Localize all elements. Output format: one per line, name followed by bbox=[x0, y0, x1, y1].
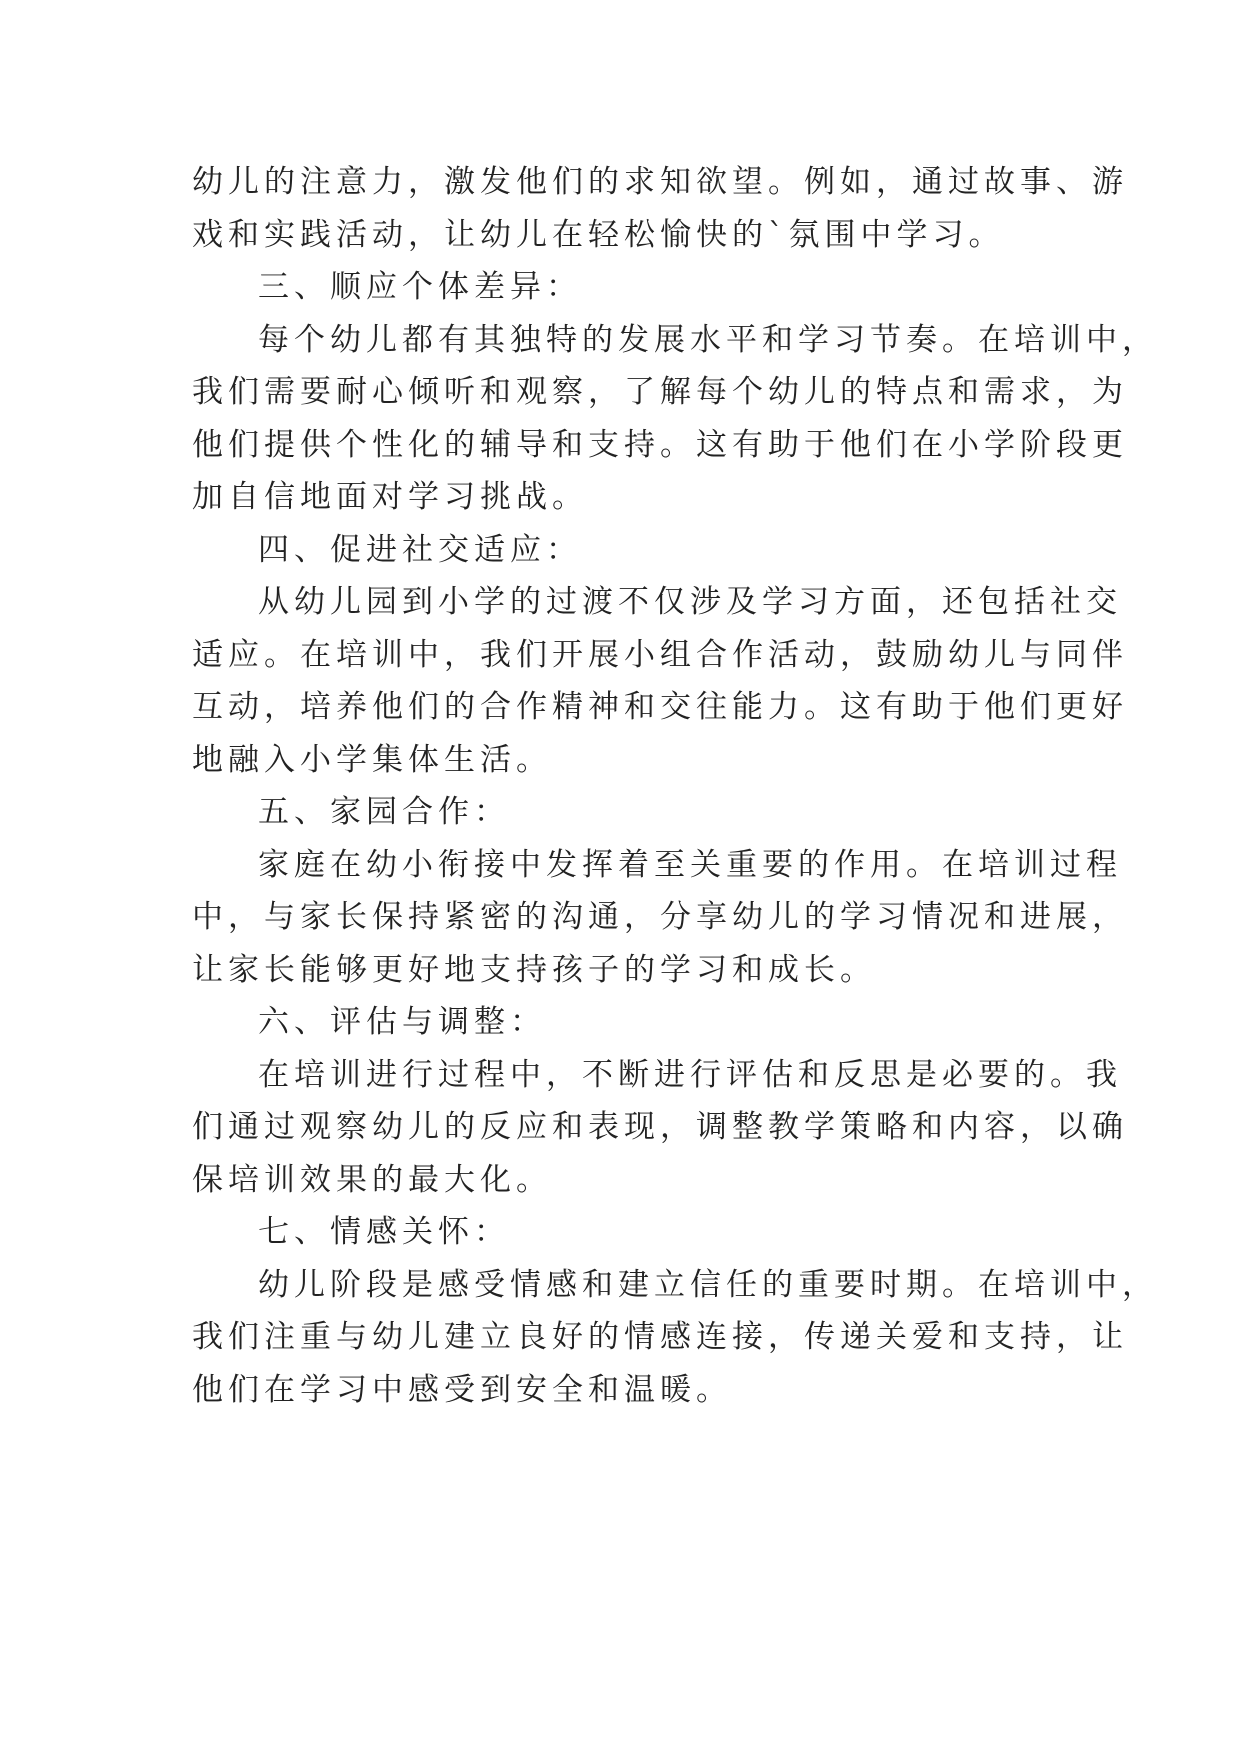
text-line: 我们需要耐心倾听和观察，了解每个幼儿的特点和需求，为 bbox=[192, 374, 1128, 410]
paragraph-start: 每个幼儿都有其独特的发展水平和学习节奏。在培训中， bbox=[258, 321, 1158, 358]
text-line: 他们提供个性化的辅导和支持。这有助于他们在小学阶段更 bbox=[192, 426, 1128, 463]
text-line: 地融入小学集体生活。 bbox=[192, 741, 552, 778]
paragraph-start: 从幼儿园到小学的过渡不仅涉及学习方面，还包括社交 bbox=[258, 584, 1122, 620]
paragraph-start: 在培训进行过程中，不断进行评估和反思是必要的。我 bbox=[258, 1056, 1122, 1093]
section-heading: 四、促进社交适应： bbox=[258, 531, 582, 568]
text-line: 让家长能够更好地支持孩子的学习和成长。 bbox=[192, 951, 876, 988]
text-line: 加自信地面对学习挑战。 bbox=[192, 479, 588, 515]
text-line: 中，与家长保持紧密的沟通，分享幼儿的学习情况和进展， bbox=[192, 899, 1128, 935]
section-heading: 三、顺应个体差异： bbox=[258, 269, 582, 305]
paragraph-start: 幼儿阶段是感受情感和建立信任的重要时期。在培训中， bbox=[258, 1266, 1158, 1303]
text-line: 他们在学习中感受到安全和温暖。 bbox=[192, 1371, 732, 1408]
text-line: 幼儿的注意力，激发他们的求知欲望。例如，通过故事、游 bbox=[192, 164, 1128, 200]
section-heading: 七、情感关怀： bbox=[258, 1214, 510, 1250]
document-body bbox=[192, 156, 1158, 1416]
text-line: 适应。在培训中，我们开展小组合作活动，鼓励幼儿与同伴 bbox=[192, 636, 1128, 673]
text-line: 我们注重与幼儿建立良好的情感连接，传递关爱和支持，让 bbox=[192, 1319, 1128, 1355]
text-line: 保培训效果的最大化。 bbox=[192, 1161, 552, 1198]
text-line: 互动，培养他们的合作精神和交往能力。这有助于他们更好 bbox=[192, 689, 1128, 725]
text-line: 们通过观察幼儿的反应和表现，调整教学策略和内容，以确 bbox=[192, 1109, 1128, 1145]
paragraph-start: 家庭在幼小衔接中发挥着至关重要的作用。在培训过程 bbox=[258, 846, 1122, 883]
section-heading: 五、家园合作： bbox=[258, 794, 510, 830]
section-heading: 六、评估与调整： bbox=[258, 1004, 546, 1040]
text-line: 戏和实践活动，让幼儿在轻松愉快的`氛围中学习。 bbox=[192, 216, 1005, 253]
